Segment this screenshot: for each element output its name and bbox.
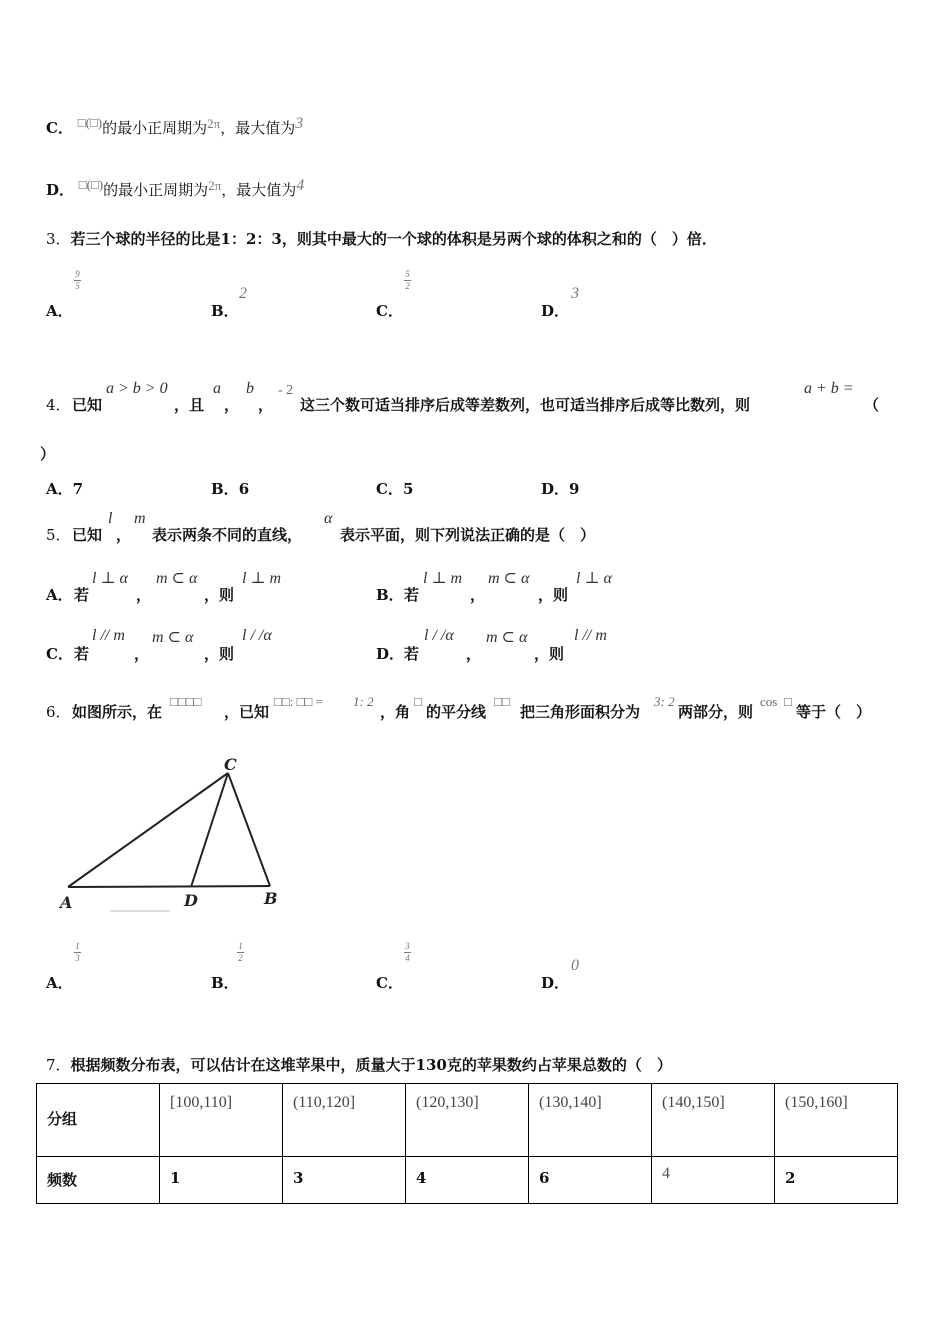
table-row-intervals bbox=[37, 1084, 898, 1157]
q3-option-d[interactable] bbox=[541, 270, 579, 321]
q5-option-a[interactable] bbox=[46, 568, 366, 608]
option-label: A． bbox=[46, 302, 73, 320]
var-alpha: α bbox=[324, 510, 333, 527]
denominator: 4 bbox=[405, 953, 410, 963]
option-label: A． bbox=[46, 480, 73, 498]
option-value: 0 bbox=[571, 957, 579, 974]
question-text: 根据频数分布表，可以估计在这堆苹果中，质量大于130克的苹果数约占苹果总数的（ ） bbox=[70, 1056, 672, 1074]
ratio-rhs: 1: 2 bbox=[353, 694, 374, 709]
question-text: 的平分线 bbox=[426, 703, 487, 721]
question-text: 两部分，则 bbox=[678, 703, 754, 721]
side-cb bbox=[228, 773, 270, 886]
question-text: 把三角形面积分为 bbox=[520, 703, 641, 721]
cos-arg-placeholder: □ bbox=[784, 694, 792, 709]
table-cell bbox=[652, 1157, 775, 1204]
function-placeholder: □(□) bbox=[78, 177, 104, 192]
option-label: B． bbox=[211, 302, 239, 320]
period-value: 2π bbox=[208, 178, 222, 193]
table-header-cell bbox=[37, 1157, 160, 1204]
option-value: 5 bbox=[402, 480, 414, 498]
q7-stem bbox=[46, 1054, 672, 1075]
fraction bbox=[404, 942, 411, 963]
premise-math: m ⊂ α bbox=[152, 629, 194, 646]
option-text: ，则 bbox=[204, 645, 235, 663]
var-m: m bbox=[134, 510, 146, 527]
bisector-cd bbox=[191, 773, 228, 887]
q6-option-a[interactable] bbox=[46, 941, 80, 993]
fraction bbox=[74, 942, 81, 963]
fraction bbox=[237, 942, 244, 963]
count-value: 1 bbox=[170, 1169, 181, 1187]
denominator: 3 bbox=[75, 953, 80, 963]
premise-math: m ⊂ α bbox=[156, 570, 198, 587]
option-text: ，则 bbox=[534, 645, 565, 663]
comma: ， bbox=[116, 526, 132, 544]
count-value: 2 bbox=[785, 1169, 796, 1187]
vertex-label-b: B bbox=[264, 889, 278, 908]
question-number: 4． bbox=[46, 396, 71, 414]
conclusion-math: l / /α bbox=[242, 627, 272, 644]
q4-option-a[interactable] bbox=[46, 478, 83, 499]
question-text: ，已知 bbox=[224, 703, 270, 721]
q4-option-d[interactable] bbox=[541, 478, 579, 499]
comma: ， bbox=[466, 645, 482, 663]
premise-math: m ⊂ α bbox=[488, 570, 530, 587]
neg-two: - 2 bbox=[278, 383, 294, 398]
max-value: 4 bbox=[296, 177, 305, 194]
table-cell bbox=[529, 1157, 652, 1204]
var-a: a bbox=[213, 380, 221, 397]
count-value: 6 bbox=[539, 1169, 550, 1187]
fraction bbox=[74, 270, 81, 291]
option-value: 2 bbox=[239, 285, 247, 302]
condition-math: a > b > 0 bbox=[106, 380, 168, 397]
premise-math: m ⊂ α bbox=[486, 629, 528, 646]
q3-option-a[interactable] bbox=[46, 269, 80, 321]
option-label: C． bbox=[376, 974, 403, 992]
option-value: 7 bbox=[72, 480, 84, 498]
table-cell bbox=[775, 1084, 898, 1157]
interval-value: [100,110] bbox=[170, 1094, 233, 1111]
comma: ， bbox=[470, 586, 486, 604]
interval-value: (130,140] bbox=[539, 1094, 602, 1111]
option-text: ，则 bbox=[204, 586, 235, 604]
comma: ， bbox=[258, 396, 274, 414]
bisector-placeholder: □□ bbox=[494, 694, 510, 709]
question-text: 表示两条不同的直线， bbox=[152, 526, 303, 544]
option-value: 3 bbox=[571, 285, 579, 302]
max-value: 3 bbox=[295, 115, 304, 132]
var-l: l bbox=[108, 510, 113, 527]
question-text: 表示平面，则下列说法正确的是（ ） bbox=[340, 526, 596, 544]
q5-option-d[interactable] bbox=[376, 627, 696, 667]
question-text: 这三个数可适当排序后成等差数列，也可适当排序后成等比数列，则 bbox=[300, 396, 751, 414]
denominator: 2 bbox=[405, 281, 410, 291]
question-text: 已知 bbox=[72, 396, 103, 414]
option-label: D． bbox=[376, 645, 405, 663]
frequency-table bbox=[36, 1083, 898, 1204]
q4-option-c[interactable] bbox=[376, 478, 413, 499]
triangle-placeholder: □□□□ bbox=[170, 694, 202, 709]
fraction bbox=[404, 270, 411, 291]
question-text: 等于（ ） bbox=[796, 703, 872, 721]
row-label: 频数 bbox=[47, 1171, 78, 1189]
table-cell bbox=[283, 1084, 406, 1157]
option-text: 若 bbox=[404, 586, 420, 604]
numerator: 1 bbox=[75, 941, 80, 951]
question-number: 7． bbox=[46, 1056, 71, 1074]
area-ratio: 3: 2 bbox=[654, 694, 675, 709]
numerator: 3 bbox=[405, 941, 410, 951]
conclusion-math: l // m bbox=[574, 627, 607, 644]
numerator: 9 bbox=[75, 269, 80, 279]
interval-value: (120,130] bbox=[416, 1094, 479, 1111]
option-label: C． bbox=[376, 480, 403, 498]
question-text: 若三个球的半径的比是1：2：3，则其中最大的一个球的体积是另两个球的体积之和的（ ）倍． bbox=[70, 230, 717, 248]
table-cell bbox=[283, 1157, 406, 1204]
premise-math: l ⊥ m bbox=[423, 570, 463, 587]
numerator: 1 bbox=[238, 941, 243, 951]
var-b: b bbox=[246, 380, 254, 397]
premise-math: l ⊥ α bbox=[92, 570, 128, 587]
sum-expr: a + b = bbox=[804, 380, 854, 397]
table-cell bbox=[775, 1157, 898, 1204]
period-value: 2π bbox=[207, 116, 221, 131]
count-value: 4 bbox=[662, 1165, 670, 1182]
q5-option-b[interactable] bbox=[376, 568, 696, 608]
question-text: 如图所示，在 bbox=[72, 703, 163, 721]
q6-option-c[interactable] bbox=[376, 941, 410, 993]
table-row-counts bbox=[37, 1157, 898, 1204]
vertex-label-d: D bbox=[184, 891, 198, 910]
comma: ， bbox=[134, 645, 150, 663]
conclusion-math: l ⊥ m bbox=[242, 570, 282, 587]
angle-placeholder: □ bbox=[414, 694, 422, 709]
option-value: 6 bbox=[238, 480, 250, 498]
q5-option-c[interactable] bbox=[46, 627, 366, 667]
vertex-label-c: C bbox=[224, 755, 237, 774]
side-ab bbox=[68, 886, 270, 887]
question-number: 5． bbox=[46, 526, 71, 544]
conclusion-math: l ⊥ α bbox=[576, 570, 612, 587]
option-label: D． bbox=[541, 480, 570, 498]
q4-paren-close: ） bbox=[40, 445, 56, 463]
option-label: C． bbox=[46, 645, 73, 663]
q3-option-c[interactable] bbox=[376, 269, 410, 321]
option-value: 9 bbox=[569, 480, 580, 498]
count-value: 3 bbox=[293, 1169, 304, 1187]
table-cell bbox=[160, 1084, 283, 1157]
option-text: ，最大值为 bbox=[221, 181, 297, 199]
vertex-label-a: A bbox=[60, 893, 73, 912]
q3-option-b[interactable] bbox=[211, 270, 247, 321]
option-label: B． bbox=[211, 480, 239, 498]
option-label: C． bbox=[46, 119, 73, 137]
q6-stem bbox=[46, 694, 926, 724]
q3-stem bbox=[46, 228, 717, 249]
question-text: ，且 bbox=[174, 396, 205, 414]
q4-stem bbox=[46, 380, 926, 414]
option-text: 若 bbox=[74, 586, 90, 604]
option-label: C． bbox=[376, 302, 403, 320]
option-label: B． bbox=[211, 974, 239, 992]
option-label: D． bbox=[541, 974, 570, 992]
denominator: 5 bbox=[75, 281, 80, 291]
option-text: ，则 bbox=[538, 586, 569, 604]
table-cell bbox=[652, 1084, 775, 1157]
triangle-figure bbox=[50, 748, 320, 918]
table-cell bbox=[160, 1157, 283, 1204]
table-cell bbox=[529, 1084, 652, 1157]
premise-math: l / /α bbox=[424, 627, 454, 644]
paren: （ bbox=[864, 396, 880, 414]
q5-stem bbox=[46, 510, 926, 544]
q4-option-b[interactable] bbox=[211, 478, 249, 499]
option-text: ，最大值为 bbox=[220, 119, 296, 137]
question-text: ，角 bbox=[380, 703, 411, 721]
side-ac bbox=[68, 773, 228, 887]
option-label: D． bbox=[46, 181, 75, 199]
cos-function: cos bbox=[760, 694, 778, 709]
option-text: 若 bbox=[74, 645, 90, 663]
q2-option-c[interactable] bbox=[46, 115, 303, 138]
ratio-lhs: □□: □□ = bbox=[274, 694, 323, 709]
premise-math: l // m bbox=[92, 627, 125, 644]
interval-value: (150,160] bbox=[785, 1094, 848, 1111]
table-cell bbox=[406, 1084, 529, 1157]
option-label: A． bbox=[46, 586, 73, 604]
function-placeholder: □(□) bbox=[77, 115, 103, 130]
count-value: 4 bbox=[416, 1169, 427, 1187]
q2-option-d[interactable] bbox=[46, 177, 304, 200]
table-cell bbox=[406, 1157, 529, 1204]
question-text: 已知 bbox=[72, 526, 103, 544]
option-text: 的最小正周期为 bbox=[102, 119, 208, 137]
comma: ， bbox=[136, 586, 152, 604]
q6-option-d[interactable] bbox=[541, 942, 579, 993]
denominator: 2 bbox=[238, 953, 243, 963]
q6-option-b[interactable] bbox=[211, 941, 243, 993]
interval-value: (110,120] bbox=[293, 1094, 356, 1111]
option-text: 的最小正周期为 bbox=[103, 181, 209, 199]
interval-value: (140,150] bbox=[662, 1094, 725, 1111]
option-label: D． bbox=[541, 302, 570, 320]
option-text: 若 bbox=[404, 645, 420, 663]
table-header-cell bbox=[37, 1084, 160, 1157]
comma: ， bbox=[224, 396, 240, 414]
numerator: 5 bbox=[405, 269, 410, 279]
option-label: B． bbox=[376, 586, 404, 604]
question-number: 3． bbox=[46, 230, 71, 248]
question-number: 6． bbox=[46, 703, 71, 721]
option-label: A． bbox=[46, 974, 73, 992]
row-label: 分组 bbox=[47, 1110, 78, 1128]
